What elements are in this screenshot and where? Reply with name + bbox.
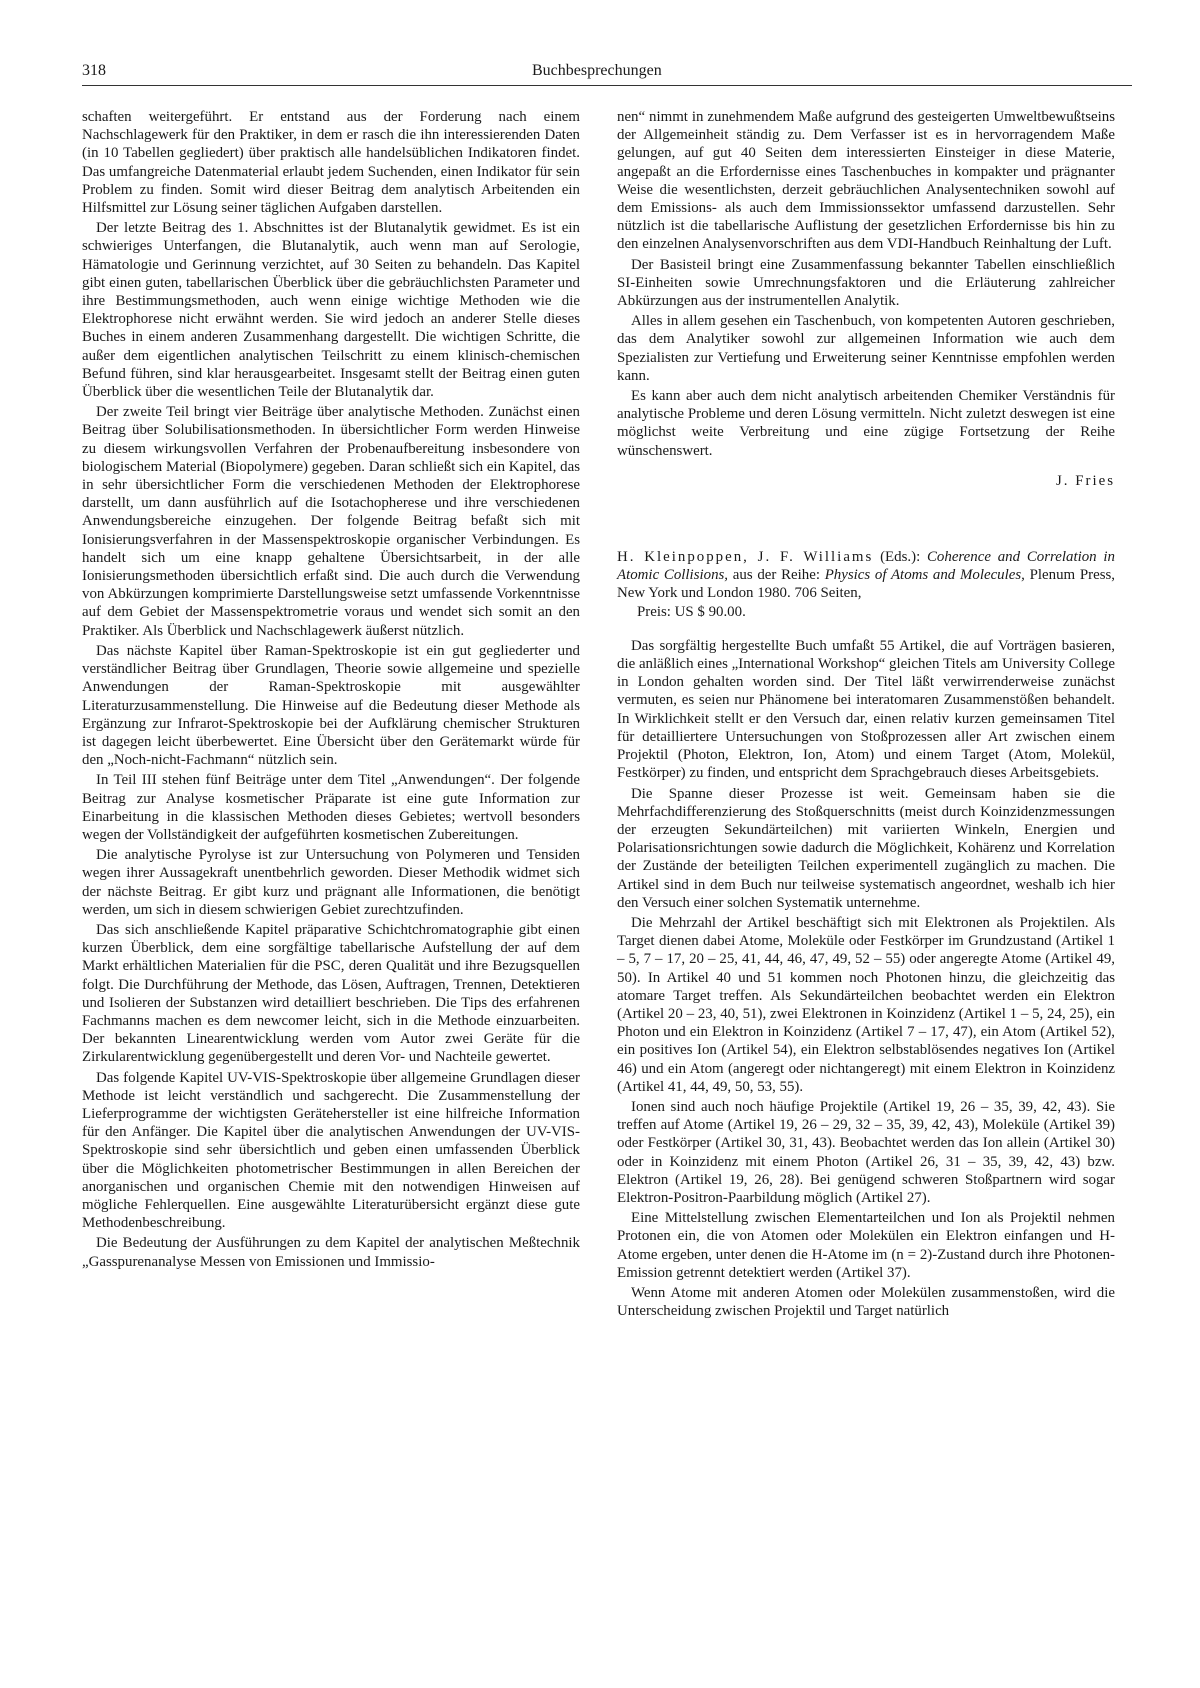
paragraph: Das sich anschließende Kapitel präparative Schichtchromatographie gibt einen kurzen Überblick, dem eine sorgfältige tabellarische Aufstellung der auf dem Markt erhältlichen Materialien für die PSC, deren Qualität und ihre Bezugsquellen folgt. Die Durchführung der Methode, das Lösen, Auftragen, Trennen, Detektieren und Isolieren der Substanzen wird detailliert beschrieben. Die Tips des erfahrenen Fachmanns machen es dem newcomer leicht, sich in die Methode einzuarbeiten. Der bekannten Linearentwicklung werden vom Autor zwei Geräte für die Zirkularentwicklung gegenübergestellt und deren Vor- und Nachteile gewertet. xyxy=(82,921,580,1066)
section-title: Buchbesprechungen xyxy=(532,62,662,79)
review-book-title: Coherence and Correlation in Atomic Collisions, xyxy=(617,549,1115,584)
paragraph: schaften weitergeführt. Er entstand aus der Forderung nach einem Nachschlagewerk für den Praktiker, in dem er rasch die ihn interessierenden Daten (in 10 Tabellen gegliedert) über praktisch alle handelsüblichen Indikatoren findet. Das umfangreiche Datenmaterial erlaubt jedem Suchenden, einen Indikator für sein Problem zu finden. Somit wird dieser Beitrag dem analytisch Arbeitenden ein Hilfsmittel zur Lösung seiner täglichen Aufgaben darstellen. xyxy=(82,109,580,217)
paragraph: Das nächste Kapitel über Raman-Spektroskopie ist ein gut gegliederter und verständlicher Beitrag über Grundlagen, Theorie sowie allgemeine und spezielle Anwendungen der Raman-Spektroskopie mit ausgewählter Literaturzusammenstellung. Die Hinweise auf die Bedeutung dieser Methode als Ergänzung zur Infrarot-Spektroskopie bei der Aufklärung chemischer Strukturen ist dagegen leicht überbewertet. Eine Übersicht über den Gerätemarkt würde für den „Noch-nicht-Fachmann“ nützlich sein. xyxy=(82,642,580,769)
paragraph: In Teil III stehen fünf Beiträge unter dem Titel „Anwendungen“. Der folgende Beitrag zur Analyse kosmetischer Präparate ist eine gute Information zur Einarbeitung in die klassischen Methoden dieses Gebietes; wertvoll besonders wegen der Vollständigkeit der aufgeführten kosmetischen Zubereitungen. xyxy=(82,772,580,843)
paragraph: Die Spanne dieser Prozesse ist weit. Gemeinsam haben sie die Mehrfachdifferenzierung des Stoßquerschnitts (meist durch Koinzidenzmessungen der erzeugten Sekundärteilchen) mit variierten Winkeln, Energien und Polarisationsrichtungen sowie dadurch die Möglichkeit, Kohärenz und Korrelation der Zustände der beteiligten Teilchen experimentell zugänglich zu machen. Die Artikel sind in dem Buch nur teilweise systematisch angeordnet, weshalb ich hier den Versuch einer solchen Systematik unternehme. xyxy=(617,785,1115,911)
paragraph: Das sorgfältig hergestellte Buch umfaßt 55 Artikel, die auf Vorträgen basieren, die anläßlich eines „International Workshop“ gleichen Titels am University College in London gehalten worden sind. Der Titel läßt verwirrenderweise zunächst vermuten, es seien nur Phänomene bei interatomaren Zusammenstößen behandelt. In Wirklichkeit stellt er den Versuch dar, einen relativ kurzen gemeinsamen Titel für detailliertere Untersuchungen von Stoßprozessen aller Art zwischen einem Projektil (Photon, Elektron, Ion, Atom) und einem Target (Atom, Molekül, Festkörper) zu finden, und entspricht dem Sprachgebrauch dieses Arbeitsgebiets. xyxy=(617,637,1115,782)
paragraph: Die Mehrzahl der Artikel beschäftigt sich mit Elektronen als Projektilen. Als Target dienen dabei Atome, Moleküle oder Festkörper im Grundzustand (Artikel 1 – 5, 7 – 17, 20 – 25, 41, 44, 46, 47, 49, 52 – 55) oder angeregte Atome (Artikel 49, 50). In Artikel 40 und 51 kommen noch Photonen hinzu, die gleichzeitig das atomare Target treffen. Als Sekundärteilchen beobachtet werden ein Elektron (Artikel 20 – 23, 40, 51), zwei Elektronen in Koinzidenz (Artikel 1 – 5, 24, 25), ein Photon und ein Elektron in Koinzidenz (Artikel 7 – 17, 47), ein Atom (Artikel 52), ein positives Ion (Artikel 54), ein Elektron selbstablösendes negatives Ion (Artikel 46) und ein Atom (angeregt oder nichtangeregt) mit einem Elektron in Koinzidenz (Artikel 41, 44, 49, 50, 53, 55). xyxy=(617,914,1115,1095)
review-series-title: Physics of Atoms and Molecules, xyxy=(824,567,1025,584)
paragraph: Der zweite Teil bringt vier Beiträge über analytische Methoden. Zunächst einen Beitrag über Solubilisationsmethoden. In übersichtlicher Form werden Hinweise zu diesem wirkungsvollen Verfahren der Probenaufbereitung insbesondere von biologischem Material (Biopolymere) gegeben. Daran schließt sich ein Kapitel, das in sehr übersichtlicher Form die verschiedenen Methoden der Elektrophorese darstellt, um dann ausführlich auf die Isotachopherese und ihre verschiedenen Anwendungsbereiche einzugehen. Der folgende Beitrag befaßt sich mit Ionisierungsverfahren in der Massenspektroskopie organischer Verbindungen. Es handelt sich um eine knapp gehaltene Übersichtsarbeit, in der alle Ionisierungsmethoden übersichtlich erfaßt sind. Die auch durch die Verwendung von Abkürzungen komprimierte Darstellungsweise setzt umfassende Vorkenntnisse auf dem Gebiet der Massenspektrometrie voraus und wendet sich somit an den Praktiker. Als Überblick und Nachschlagewerk äußerst nützlich. xyxy=(82,404,580,639)
review-editors: H. Kleinpoppen, J. F. Williams xyxy=(617,549,874,566)
paragraph: Das folgende Kapitel UV-VIS-Spektroskopie über allgemeine Grundlagen dieser Methode ist leicht verständlich und sachgerecht. Die Zusammenstellung der Lieferprogramme der wichtigsten Gerätehersteller ist eine hilfreiche Information für den Anfänger. Die Kapitel über die analytischen Anwendungen der UV-VIS-Spektroskopie sind sehr übersichtlich und geben einen umfassenden Überblick über die Möglichkeiten photometrischer Bestimmungen in allen Bereichen der anorganischen und organischen Chemie mit den notwendigen Hinweisen auf mögliche Fehlerquellen. Eine ausgewählte Literaturübersicht ergänzt diese gute Methodenbeschreibung. xyxy=(82,1069,580,1232)
paragraph: Eine Mittelstellung zwischen Elementarteilchen und Ion als Projektil nehmen Protonen ein, die von Atomen oder Molekülen ein Elektron einfangen und H-Atome ergeben, unter denen die H-Atome im (n = 2)-Zustand durch ihre Photonen-Emission getrennt detektiert werden (Artikel 37). xyxy=(617,1210,1115,1281)
review-series-prefix: aus der Reihe: xyxy=(728,567,825,584)
paragraph: Der letzte Beitrag des 1. Abschnittes ist der Blutanalytik gewidmet. Es ist ein schwieriges Unterfangen, die Blutanalytik, auch wenn man auf Serologie, Hämatologie und Gerinnung verzichtet, auf 30 Seiten zu behandeln. Das Kapitel gibt einen guten, tabellarischen Überblick über die gebräuchlichsten Parameter und ihre Bestimmungsmethoden, auch wenn einige wichtige Methoden wie die Elektrophorese nicht erwähnt werden. Sie wird jedoch an anderer Stelle dieses Buches in einem anderen Zusammenhang dargestellt. Die wichtigen Schritte, die außer dem eigentlichen analytischen Teilschritt zu einem klinisch-chemischen Befund führen, sind klar herausgearbeitet. Insgesamt stellt der Beitrag einen guten Überblick über die wesentlichen Teile der Blutanalytik dar. xyxy=(82,220,580,401)
paragraph: nen“ nimmt in zunehmendem Maße aufgrund des gesteigerten Umweltbewußtseins der Allgemeinheit ständig zu. Dem Verfasser ist es in hervorragendem Maße gelungen, auf gut 40 Seiten dem interessierten Einsteiger in diese Materie, angepaßt an die Erfordernisse eines Taschenbuches in kompakter und prägnanter Weise die wesentlichsten, derzeit gebräuchlichen Analysentechniken sowohl auf dem Emissions- als auch dem Immissionssektor umfassend darzustellen. Sehr nützlich ist die tabellarische Auflistung der gesetzlichen Erfordernisse bis hin zu den einzelnen Analysenvorschriften aus dem VDI-Handbuch Reinhaltung der Luft. xyxy=(617,109,1115,253)
paragraph: Der Basisteil bringt eine Zusammenfassung bekannter Tabellen einschließlich SI-Einheiten sowie Umrechnungsfaktoren und die Erläuterung zahlreicher Abkürzungen aus der instrumentellen Analytik. xyxy=(617,256,1115,310)
review-publisher: Plenum Press, New York und London 1980. 706 Seiten, xyxy=(617,567,1116,602)
header-rule xyxy=(82,85,1132,86)
right-column xyxy=(617,108,1115,1322)
paragraph: Ionen sind auch noch häufige Projektile (Artikel 19, 26 – 35, 39, 42, 43). Sie treffen auf Atome (Artikel 19, 26 – 29, 32 – 35, 39, 42, 43), Moleküle (Artikel 39) oder Festkörper (Artikel 30, 31, 43). Beobachtet werden das Ion allein (Artikel 30) oder in Koinzidenz mit einem Photon (Artikel 26, 31 – 35, 39, 42, 43) bzw. Elektron (Artikel 19, 26, 28). Bei genügend schweren Stoßpartnern wird sogar Elektron-Positron-Paarbildung möglich (Artikel 27). xyxy=(617,1098,1115,1206)
review-citation xyxy=(617,548,1115,603)
left-column xyxy=(82,108,580,1273)
paragraph: Die analytische Pyrolyse ist zur Untersuchung von Polymeren und Tensiden wegen ihrer Aussagekraft unentbehrlich geworden. Dieser Methodik widmet sich der nächste Beitrag. Er gibt kurz und prägnant alle Informationen, die benötigt werden, um sich in diesem schwierigen Gebiet zurechtzufinden. xyxy=(82,847,580,918)
paragraph: Wenn Atome mit anderen Atomen oder Molekülen zusammenstoßen, wird die Unterscheidung zwischen Projektil und Target natürlich xyxy=(617,1284,1115,1320)
review-editors-suffix: (Eds.): xyxy=(873,549,927,566)
paragraph: Die Bedeutung der Ausführungen zu dem Kapitel der analytischen Meßtechnik „Gasspurenanalyse Messen von Emissionen und Immissio- xyxy=(82,1235,580,1270)
reviewer-signature: J. Fries xyxy=(1055,472,1115,489)
review-heading xyxy=(617,548,1115,621)
paragraph: Es kann aber auch dem nicht analytisch arbeitenden Chemiker Verständnis für analytische Probleme und deren Lösung vermitteln. Nicht zuletzt deswegen ist eine möglichst weite Verbreitung und eine zügige Fortsetzung der Reihe wünschenswert. xyxy=(617,388,1115,459)
running-header xyxy=(82,62,1132,84)
paragraph: Alles in allem gesehen ein Taschenbuch, von kompetenten Autoren geschrieben, das dem Analytiker sowohl zur allgemeinen Information wie auch dem Spezialisten zur Vertiefung und Erweiterung seiner Kenntnisse empfohlen werden kann. xyxy=(617,313,1115,384)
page-number: 318 xyxy=(82,62,106,79)
review-price: Preis: US $ 90.00. xyxy=(637,603,746,620)
